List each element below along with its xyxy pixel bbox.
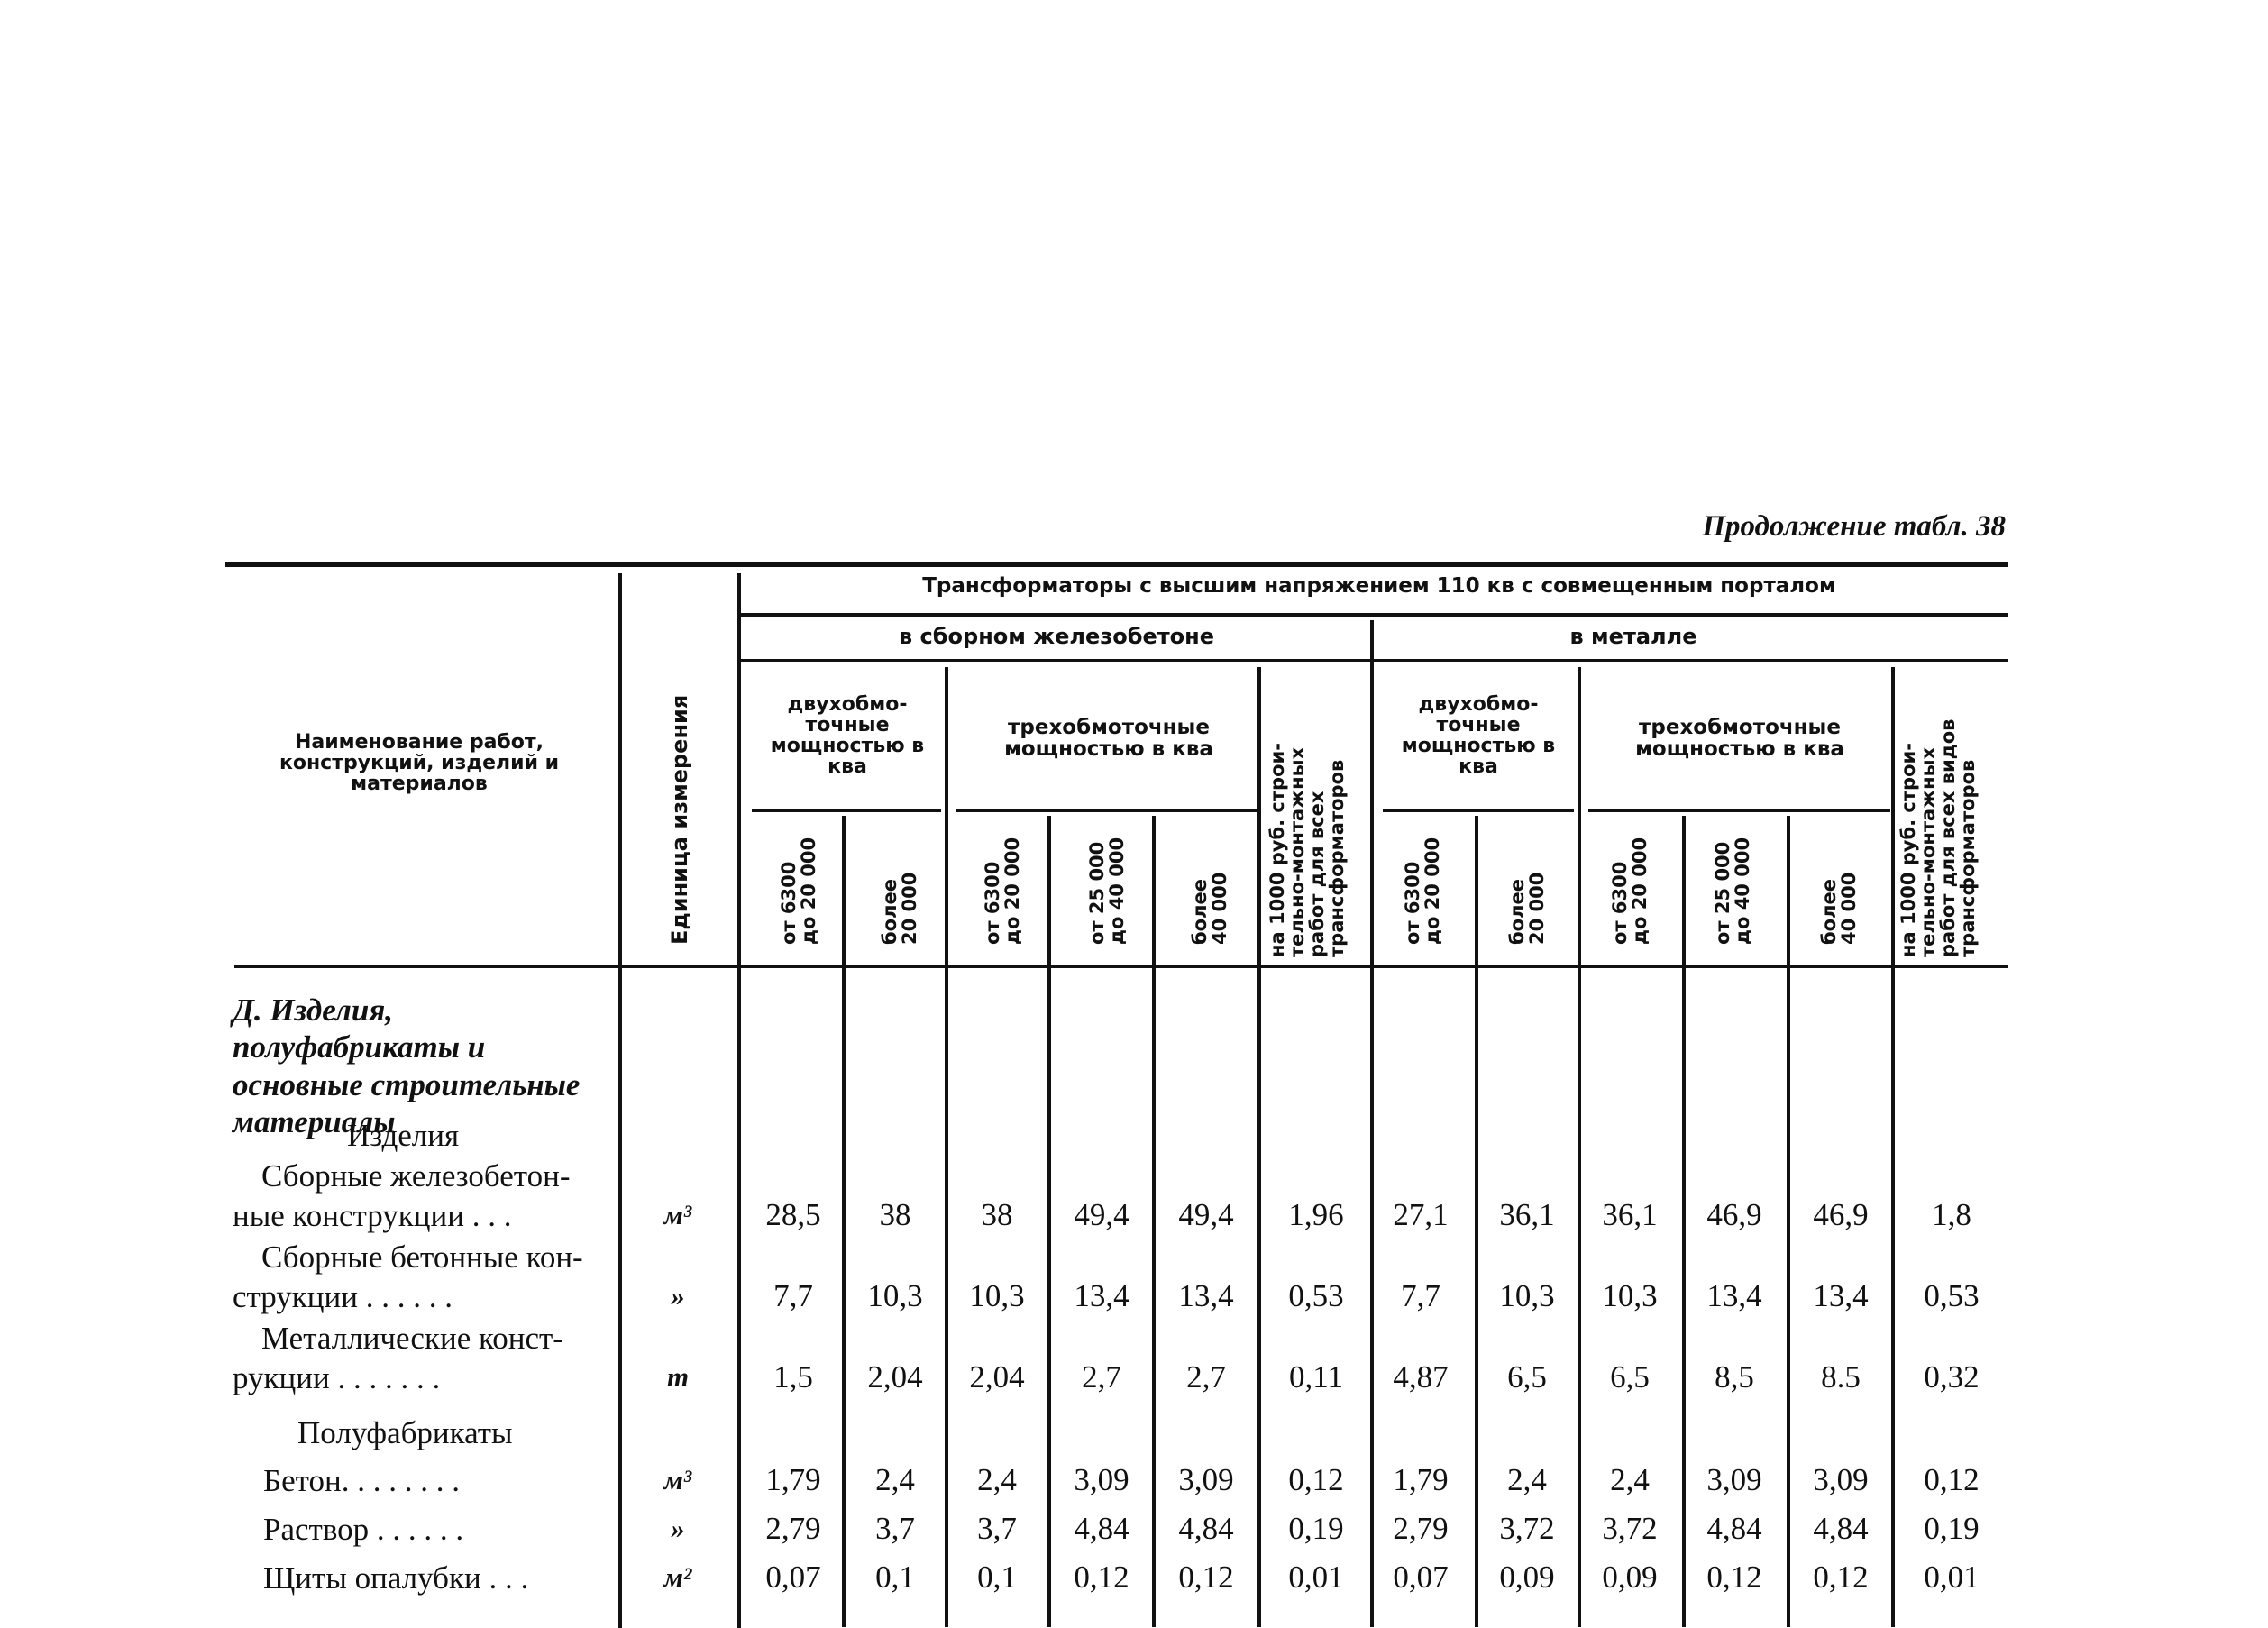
col-rule-4 (1152, 816, 1156, 1627)
table-caption: Продолжение табл. 38 (1702, 510, 2006, 543)
table-cell: 2,4 (1507, 1462, 1547, 1497)
header-name-column: Наименование работ, конструкций, изделий и материалов (279, 731, 560, 796)
range-b4-line-1: от 25 000 (1712, 841, 1733, 945)
table-cell: 1,8 (1932, 1197, 1971, 1232)
table-cell: 10,3 (867, 1278, 923, 1313)
table-cell: 0,12 (1924, 1462, 1980, 1497)
table-cell: 0,12 (1813, 1559, 1869, 1595)
range-a1-line-1: от 6300 (778, 861, 800, 945)
range-b3 (1610, 837, 1650, 945)
top-rule (225, 562, 2008, 567)
col-rule-name (618, 573, 622, 1628)
header-rule-top-group (741, 613, 2008, 617)
table-cell: 0,07 (765, 1559, 821, 1595)
table-cell: 1,5 (773, 1359, 813, 1395)
header-two-winding-a: двухобмо-точные мощностью в ква (770, 693, 925, 779)
table-cell: 8.5 (1821, 1359, 1861, 1395)
range-b2 (1507, 873, 1547, 945)
range-a3-line-1: от 6300 (982, 861, 1003, 945)
table-cell: 0,12 (1178, 1559, 1234, 1595)
header-top-group: Трансформаторы с высшим напряжением 110 кв с совмещенным порталом (922, 574, 1836, 598)
range-b5-line-1: более (1818, 879, 1840, 945)
per1000-b-line-1: на 1000 руб. строи- (1898, 743, 1919, 957)
range-b1 (1403, 837, 1442, 945)
table-cell: 7,7 (1401, 1278, 1440, 1313)
per1000-a-line-2: тельно-монтажных (1286, 746, 1309, 957)
range-b1-line-1: от 6300 (1402, 861, 1423, 945)
row-label-line-1: Сборные железобетон- (261, 1158, 571, 1194)
subsection-products: Изделия (347, 1118, 460, 1153)
table-cell: 13,4 (1178, 1278, 1234, 1313)
col-rule-11 (1891, 667, 1895, 1627)
range-b5-line-2: 40 000 (1838, 872, 1861, 945)
header-per1000-metal (1898, 719, 1978, 957)
table-cell: 7,7 (773, 1278, 813, 1313)
table-cell: 0,53 (1288, 1278, 1344, 1313)
table-cell: 8,5 (1715, 1359, 1754, 1395)
per1000-a-line-4: трансформаторов (1326, 759, 1349, 957)
table-cell: 27,1 (1393, 1197, 1449, 1232)
range-a1 (779, 837, 818, 945)
table-cell: 1,79 (1393, 1462, 1449, 1497)
row-label-line-1: Сборные бетонные кон- (261, 1239, 583, 1275)
table-cell: 3,09 (1074, 1462, 1129, 1497)
table-cell: 4,84 (1074, 1511, 1129, 1546)
table-cell: 6,5 (1610, 1359, 1650, 1395)
table-cell: 0,12 (1074, 1559, 1129, 1595)
row-unit: » (671, 1280, 685, 1312)
col-rule-10 (1787, 816, 1790, 1627)
header-group-concrete: в сборном железобетоне (899, 624, 1214, 649)
table-cell: 2,04 (867, 1359, 923, 1395)
range-a4 (1087, 837, 1127, 945)
range-a4-line-1: от 25 000 (1086, 841, 1108, 945)
row-unit: м³ (663, 1199, 692, 1230)
range-a2-line-2: 20 000 (899, 872, 921, 945)
row-unit: т (666, 1361, 690, 1393)
table-cell: 3,09 (1706, 1462, 1762, 1497)
table-cell: 2,7 (1082, 1359, 1121, 1395)
table-cell: 49,4 (1178, 1197, 1234, 1232)
row-label-line-1: Металлические конст- (261, 1321, 563, 1356)
range-a4-line-2: до 40 000 (1106, 837, 1129, 945)
table-cell: 36,1 (1602, 1197, 1658, 1232)
table-cell: 0,09 (1602, 1559, 1658, 1595)
table-cell: 49,4 (1074, 1197, 1129, 1232)
table-cell: 36,1 (1499, 1197, 1555, 1232)
header-unit-column: Единица измерения (667, 694, 692, 945)
table-cell: 6,5 (1507, 1359, 1547, 1395)
header-per1000-concrete (1267, 743, 1347, 957)
range-a3-line-2: до 20 000 (1001, 837, 1024, 945)
table-cell: 3,09 (1178, 1462, 1234, 1497)
table-cell: 0,1 (875, 1559, 915, 1595)
range-b2-line-2: 20 000 (1526, 872, 1549, 945)
row-unit: м² (663, 1561, 692, 1593)
table-cell: 38 (981, 1197, 1013, 1232)
header-rule-two-winding-b (1383, 809, 1574, 812)
table-cell: 2,79 (765, 1511, 821, 1546)
col-rule-5 (1257, 667, 1261, 1627)
table-cell: 13,4 (1074, 1278, 1129, 1313)
row-label: Раствор . . . . . . (263, 1512, 464, 1547)
table-cell: 0,12 (1288, 1462, 1344, 1497)
header-rule-two-winding-a (752, 809, 941, 812)
range-a2-line-1: более (879, 879, 901, 945)
per1000-b-line-2: тельно-монтажных (1917, 746, 1940, 957)
table-cell: 1,79 (765, 1462, 821, 1497)
table-cell: 2,04 (969, 1359, 1025, 1395)
header-rule-three-winding-b (1588, 809, 1890, 812)
header-rule-three-winding-a (956, 809, 1257, 812)
table-cell: 3,7 (977, 1511, 1017, 1546)
table-cell: 10,3 (1602, 1278, 1658, 1313)
header-rule-subgroups (741, 659, 2008, 662)
range-a5-line-1: более (1189, 879, 1211, 945)
range-a5-line-2: 40 000 (1209, 872, 1231, 945)
col-rule-unit (737, 573, 741, 1628)
table-cell: 4,84 (1813, 1511, 1869, 1546)
row-unit: м³ (663, 1464, 692, 1495)
table-cell: 0,01 (1288, 1559, 1344, 1595)
table-cell: 2,4 (977, 1462, 1017, 1497)
per1000-b-line-4: трансформаторов (1957, 759, 1980, 957)
table-cell: 0,01 (1924, 1559, 1980, 1595)
table-cell: 2,4 (875, 1462, 915, 1497)
table-cell: 0,32 (1924, 1359, 1980, 1395)
table-cell: 2,7 (1186, 1359, 1226, 1395)
table-cell: 0,07 (1393, 1559, 1449, 1595)
table-cell: 3,72 (1602, 1511, 1658, 1546)
header-bottom-rule (234, 965, 2008, 968)
subsection-semi-products: Полуфабрикаты (297, 1415, 513, 1450)
range-a2 (880, 873, 919, 945)
row-label: струкции . . . . . . (233, 1279, 453, 1314)
table-cell: 3,7 (875, 1511, 915, 1546)
range-b3-line-2: до 20 000 (1629, 837, 1651, 945)
table-cell: 0,1 (977, 1559, 1017, 1595)
row-label: Бетон. . . . . . . . (263, 1463, 460, 1498)
table-cell: 46,9 (1813, 1197, 1869, 1232)
section-title: Д. Изделия, полуфабрикаты и основные строительные материалы (233, 992, 581, 1139)
per1000-b-line-3: работ для всех видов (1937, 718, 1960, 957)
range-b2-line-1: более (1506, 879, 1528, 945)
header-three-winding-b: трехобмоточные мощностью в ква (1635, 716, 1844, 762)
table-cell: 10,3 (1499, 1278, 1555, 1313)
table-cell: 0,53 (1924, 1278, 1980, 1313)
table-cell: 38 (879, 1197, 911, 1232)
range-a5 (1190, 873, 1230, 945)
per1000-a-line-1: на 1000 руб. строи- (1267, 743, 1288, 957)
table-cell: 4,84 (1706, 1511, 1762, 1546)
table-cell: 3,09 (1813, 1462, 1869, 1497)
table-cell: 3,72 (1499, 1511, 1555, 1546)
table-cell: 28,5 (765, 1197, 821, 1232)
range-a3 (983, 837, 1022, 945)
table-cell: 1,96 (1288, 1197, 1344, 1232)
table-cell: 0,09 (1499, 1559, 1555, 1595)
table-cell: 0,11 (1289, 1359, 1343, 1395)
table-cell: 46,9 (1706, 1197, 1762, 1232)
table-cell: 10,3 (969, 1278, 1025, 1313)
table-cell: 13,4 (1706, 1278, 1762, 1313)
range-a1-line-2: до 20 000 (798, 837, 820, 945)
header-group-metal: в металле (1569, 624, 1697, 649)
per1000-a-line-3: работ для всех (1306, 791, 1329, 957)
row-label: Щиты опалубки . . . (263, 1560, 529, 1596)
table-cell: 0,19 (1288, 1511, 1344, 1546)
col-rule-3 (1047, 816, 1051, 1627)
header-three-winding-a: трехобмоточные мощностью в ква (1004, 716, 1213, 762)
table-cell: 0,19 (1924, 1511, 1980, 1546)
header-two-winding-b: двухобмо-точные мощностью в ква (1401, 693, 1556, 779)
range-b3-line-1: от 6300 (1609, 861, 1631, 945)
row-label: рукции . . . . . . . (233, 1360, 441, 1395)
row-label: ные конструкции . . . (233, 1198, 512, 1233)
table-cell: 4,87 (1393, 1359, 1449, 1395)
row-unit: » (671, 1513, 685, 1544)
table-cell: 13,4 (1813, 1278, 1869, 1313)
range-b4 (1713, 837, 1752, 945)
table-cell: 0,12 (1706, 1559, 1762, 1595)
table-cell: 2,4 (1610, 1462, 1650, 1497)
table-cell: 2,79 (1393, 1511, 1449, 1546)
range-b5 (1819, 873, 1859, 945)
range-b4-line-2: до 40 000 (1732, 837, 1754, 945)
table-cell: 4,84 (1178, 1511, 1234, 1546)
range-b1-line-2: до 20 000 (1422, 837, 1444, 945)
